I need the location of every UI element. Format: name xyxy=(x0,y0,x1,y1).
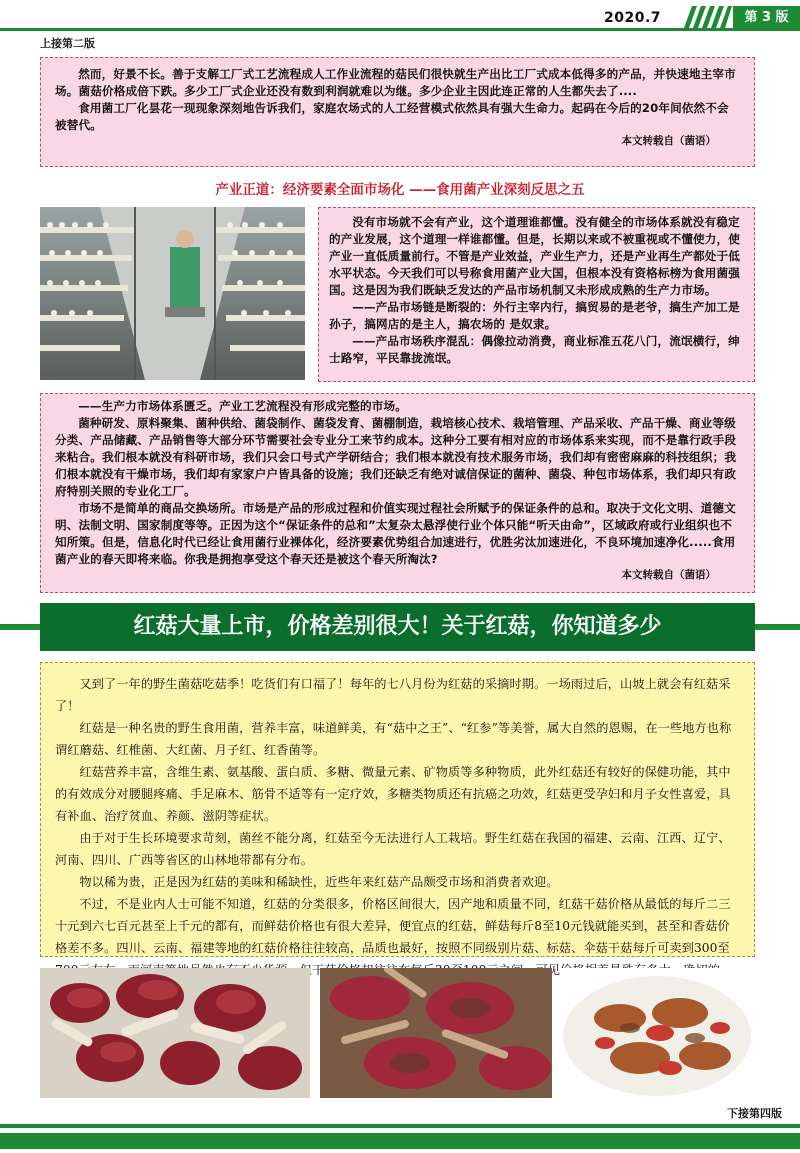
continued-from-label: 上接第二版 xyxy=(40,37,95,50)
article2-paragraph: ——生产力市场体系匮乏。产业工艺流程没有形成完整的市场。 xyxy=(78,399,408,413)
article2-body-box xyxy=(40,393,755,593)
article1-paragraph: 食用菌工厂化昙花一现现象深刻地告诉我们，家庭农场式的人工经营模式依然具有强大生命力。起码在今后的20年间依然不会被替代。 xyxy=(55,101,729,132)
page-number-badge: 第 3 版 xyxy=(733,6,800,29)
article1-continuation-box xyxy=(40,57,755,167)
issue-date: 2020.7 xyxy=(604,10,662,26)
article3-paragraph: 不过，不是业内人士可能不知道，红菇的分类很多，价格区间很大，因产地和质量不同，红菇干菇价格从最低的每斤二三十元到六七百元甚至上千元的都有，而鲜菇价格也有很大差异，便宜点的红菇，鲜菇每斤8至10元钱就能买到，甚至和香菇价格差不多。四川、云南、福建等地的红菇价格往往较高，品质也最好，按照不同级别片菇、标菇、伞菇干菇每斤可卖到300至 但干 可见价 xyxy=(55,897,731,977)
footer-rule-thin xyxy=(0,1124,800,1128)
article2-title: 产业正道：经济要素全面市场化 ——食用菌产业深刻反思之五 xyxy=(215,182,585,198)
footer-rule-thick xyxy=(0,1133,800,1149)
article2-paragraph: ——产品市场链是断裂的：外行主宰内行，搞贸易的是老爷，搞生产加工是孙子，搞网店的是主人，搞农场的 是奴隶。 xyxy=(329,300,740,331)
banner-right-stripe xyxy=(755,624,800,630)
article1-source: 本文转载自（菌语） xyxy=(621,135,716,147)
dried-red-mushroom-closeup-photo xyxy=(320,968,552,1098)
mushroom-farm-photo xyxy=(40,207,305,380)
article3-paragraph: 物以稀为贵，正是因为红菇的美味和稀缺性，近些年来红菇产品颇受市场和消费者欢迎。 xyxy=(79,875,559,889)
article3-paragraph: 红菇营养丰富，含维生素、氨基酸、蛋白质、多糖、微量元素、矿物质等多种物质，此外红菇还有较好的保健功能，其中的有效成分对腰腿疼痛、手足麻木、筋骨不适等有一定疗效，多糖类物质还有抗癌之功效，红菇更受孕妇和月子女性喜爱，具有补血、治疗贫血、养颜、滋阴等症状。 xyxy=(55,765,731,823)
article2-paragraph: 没有市场就不会有产业，这个道理谁都懂。没有健全的市场体系就没有稳定的产业发展，这个道理一样谁都懂。但是，长期以来或不被重视或不懂使力，使产业一直低质量前行。不管是产业效益，产业生产力，还是产业再生产都处于低水平状态。今天我们可以号称食用菌产业大国，但根本没有资格标榜为食用菌强国。这是因为我们既缺乏发达的产品市场机制又未形成成熟的生产力市场。 xyxy=(329,215,741,297)
header-rule xyxy=(0,28,800,31)
article1-paragraph: 然而，好景不长。善于支解工厂式工艺流程成人工作业流程的菇民们很快就生产出比工厂式成本低得多的产品，并快速地主宰市场。菌菇价格成倍下跌。多少工厂式企业还没有数到利润就难以为继。多少企业主因此连正常的人生都失去了.... xyxy=(55,67,736,98)
article3-body-box xyxy=(40,662,755,977)
header-stripes-decoration xyxy=(680,6,732,28)
continued-to-label: 下接第四版 xyxy=(727,1107,782,1120)
cooked-red-mushroom-dish-photo xyxy=(560,968,755,1098)
article3-paragraph: 红菇是一种名贵的野生食用菌，营养丰富，味道鲜美，有“菇中之王”、“红参”等美誉，属大自然的恩赐，在一些地方也称谓红蘑菇、红椎菌、大红菌、月子红、红香菌等。 xyxy=(55,721,732,757)
article2-paragraph: 市场不是简单的商品交换场所。市场是产品的形成过程和价值实现过程社会所赋予的保证条件的总和。取决于文化文明、道德文明、法制文明、国家制度等等。正因为这个“保证条件的总和”太复杂太悬浮使行业个体只能“听天由命”，区域政府或行业组织也不知所策。但是，信息化时代已经让食用菌行业裸体化，经济要素优势组合加速进行，优胜劣汰加速进化，不良环境加速净化.....食用菌产业的春天即将来临。你我是拥抱享受这个春天还是被这个春天所淘汰? xyxy=(55,501,736,566)
banner-left-stripe xyxy=(0,624,40,630)
article3-paragraph: 又到了一年的野生菌菇吃菇季！吃货们有口福了！每年的七八月份为红菇的采摘时期。一场雨过后，山坡上就会有红菇采了！ xyxy=(55,677,731,713)
article3-paragraph: 由于对于生长环境要求苛刻，菌丝不能分离，红菇至今无法进行人工栽培。野生红菇在我国的福建、云南、江西、辽宁、河南、四川、广西等省区的山林地带都有分布。 xyxy=(55,831,731,867)
article2-source: 本文转载自（菌语） xyxy=(621,569,716,581)
article2-paragraph: 菌种研发、原料聚集、菌种供给、菌袋制作、菌袋发育、菌棚制造，栽培核心技术、栽培管理、产品采收、产品干燥、商业等级分类、产品储藏、产品销售等大部分环节需要社会专业分工来节约成本。这种分工要有相对应的市场体系来实现，而不是靠行政手段来粘合。我们根本就没有科研市场，我们只会口号式产学研结合；我们根本就没有技术服务市场，我们却有密密麻麻的科技组织；我们根本就没有干燥市场，我们却有家家户户皆具备的设施；我们还缺乏有绝对诚信保证的菌种、菌袋、种包市场体系，我们却只有政府特别关照的专业化工厂。 xyxy=(55,416,737,498)
article2-intro-box xyxy=(318,207,755,382)
article2-paragraph: ——产品市场秩序混乱：偶像拉动消费，商业标准五花八门，流氓横行，绅士路窄，平民靠拢流氓。 xyxy=(329,334,740,365)
dried-red-mushroom-photo xyxy=(40,968,310,1098)
article3-banner-title: 红菇大量上市，价格差别很大！关于红菇，你知道多少 xyxy=(40,603,755,651)
